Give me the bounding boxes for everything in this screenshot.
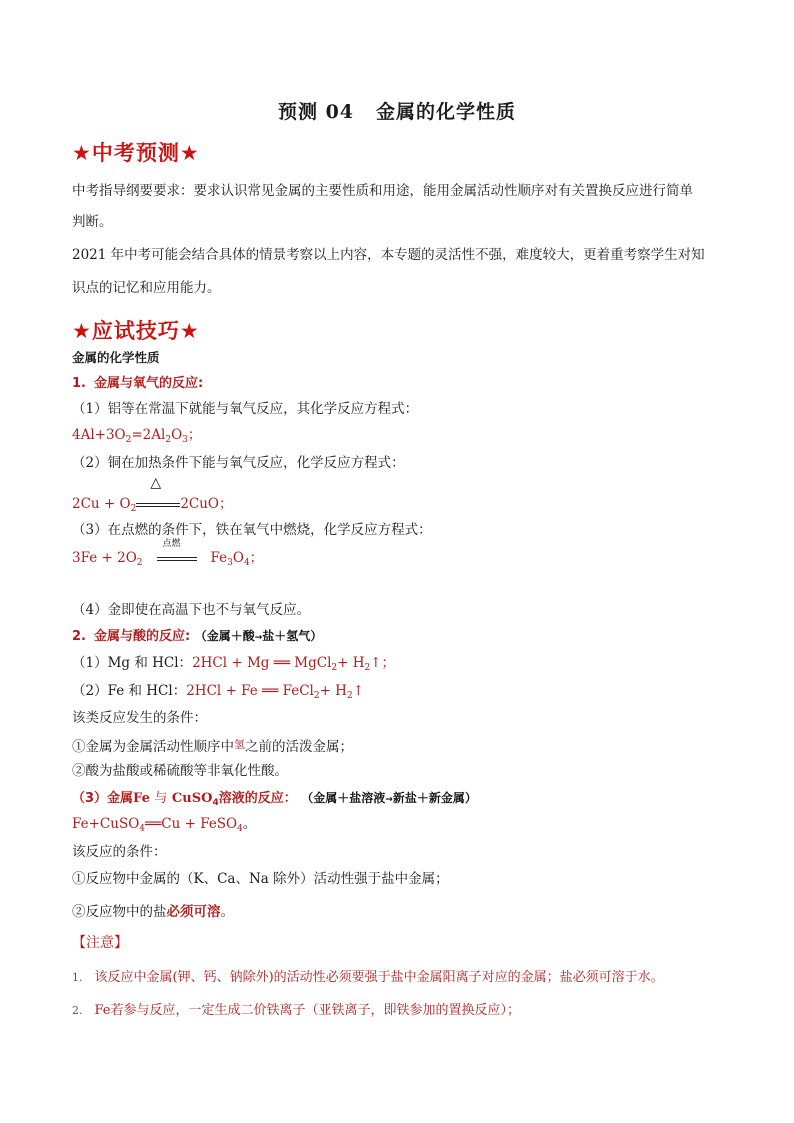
equation-iron-copper-sulfate: Fe+CuSO$_4$══Cu + FeSO$_4$。 [72,816,257,834]
subsection-2-title: 金属与酸的反应: [93,629,191,644]
forecast-paragraph-2-line-2: 识点的记忆和应用能力。 [72,280,221,296]
heat-condition-symbol: △ [150,474,162,491]
page-title [0,97,794,124]
s1-item-3: （3）在点燃的条件下，铁在氧气中燃烧，化学反应方程式： [72,522,432,538]
condition-1: ①金属为金属活动性顺序中$^氢$之前的活泼金属； [72,738,353,755]
section-heading-tips: ★应试技巧★ [72,319,200,343]
forecast-paragraph-2-line-1: 2021 年中考可能会结合具体的情景考察以上内容，本专题的灵活性不强，难度较大，更着重考察学生对知 [72,247,705,263]
subsection-1-number: 1. [72,376,86,391]
s1-item-2: （2）铜在加热条件下能与氧气反应，化学反应方程式： [72,455,405,471]
condition-3-1: ①反应物中金属的（K、Ca、Na 除外）活动性强于盐中金属； [72,871,449,887]
note-title: 【注意】 [72,935,128,951]
s2-item-2: （2）Fe 和 HCl：2HCl + Fe ══ FeCl$_2$+ $H_2↑$ [72,683,365,701]
subsection-3-heading [72,787,477,808]
forecast-paragraph-1-line-1: 中考指导纲要要求：要求认识常见金属的主要性质和用途，能用金属活动性顺序对有关置换反应进行简单 [72,183,693,199]
s1-item-1: （1）铝等在常温下就能与氧气反应，其化学反应方程式： [72,401,419,417]
subsection-2-number: 2. [72,629,86,644]
title-topic: 金属的化学性质 [376,101,517,123]
condition-3-2: ②反应物中的盐必须可溶。 [72,904,234,920]
equation-iron-oxygen: $3Fe + 2O_2$ 点燃 $Fe_3O_4$； [72,548,263,573]
note-item-2: 2. Fe若参与反应，一定生成二价铁离子（亚铁离子，即铁参加的置换反应）； [72,1003,521,1018]
conditions-3-title: 该反应的条件： [72,844,167,860]
subsection-1-title: 金属与氧气的反应: [93,376,204,391]
ignite-condition-label: 点燃 [162,538,181,549]
forecast-paragraph-1-line-2: 判断。 [72,214,113,230]
s1-item-4: （4）金即使在高温下也不与氧气反应。 [72,602,311,618]
subsection-2-rule: （金属＋酸→盐＋氢气） [194,629,323,643]
s2-item-1: （1）Mg 和 HCl：2HCl + Mg ══ MgCl$_2$+ $H_2↑$； [72,655,396,673]
note-item-1: 1. 该反应中金属(钾、钙、钠除外)的活动性必须要强于盐中金属阳离子对应的金属；盐必须可溶于水。 [72,970,664,985]
condition-2: ②酸为盐酸或稀硫酸等非氧化性酸。 [72,763,288,779]
subsection-1-heading [72,372,203,391]
equation-copper-oxygen: $2Cu + O_2$ △ 2CuO； [72,474,233,514]
subsection-3-rule: （金属＋盐溶液→新盐＋新金属） [301,791,477,805]
title-number: 预测 04 [277,101,355,123]
subsection-2-heading [72,625,322,644]
tips-subtitle: 金属的化学性质 [72,350,160,365]
conditions-title: 该类反应发生的条件： [72,710,207,726]
subsection-3-title: （3）金属Fe 与 CuSO$_4$溶液的反应： [72,791,297,808]
section-heading-forecast: ★中考预测★ [72,141,200,165]
equation-aluminum-oxygen: $4Al+3O_2=2Al_2O_3$； [72,427,202,445]
